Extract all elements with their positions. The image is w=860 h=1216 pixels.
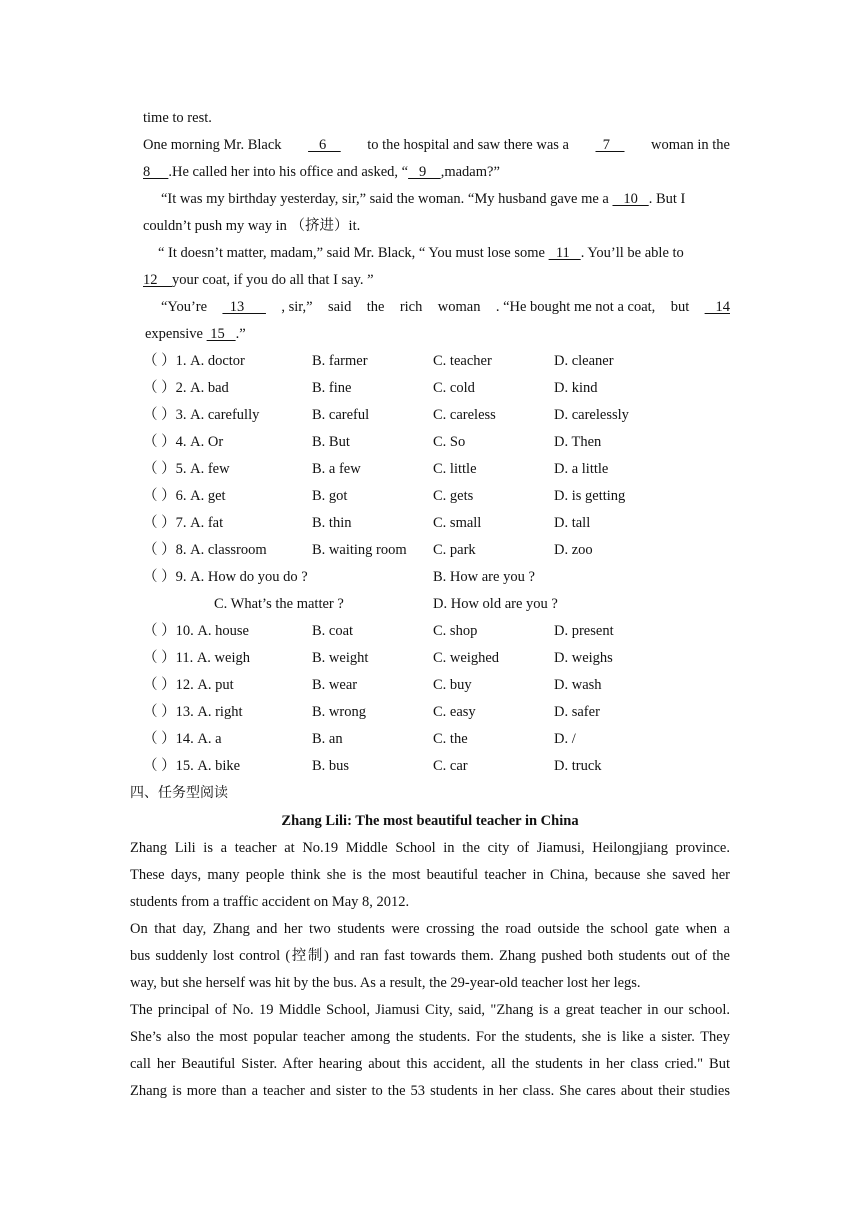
question-9 [143, 567, 743, 587]
question-8 [143, 540, 743, 560]
option-c: C. the [433, 731, 468, 747]
option-c: C. park [433, 542, 476, 558]
option-b: B. weight [312, 650, 369, 666]
article-line: On that day, Zhang and her two students were crossing the road outside the school gate when a [130, 921, 730, 937]
option-c: C. careless [433, 407, 496, 423]
text-segment: said [327, 299, 352, 315]
option-d: D. cleaner [554, 353, 614, 369]
text-segment: ,madam?” [440, 164, 500, 180]
option-c: C. little [433, 461, 477, 477]
question-number: （ ）9. A. How do you do ? [143, 569, 308, 585]
option-b: B. an [312, 731, 343, 747]
question-number: （ ）10. A. house [143, 623, 249, 639]
question-number: （ ）12. A. put [143, 677, 234, 693]
option-c: C. What’s the matter ? [214, 596, 344, 612]
passage-line-6 [158, 243, 684, 263]
option-c: C. shop [433, 623, 478, 639]
text-segment: but [670, 299, 690, 315]
question-1 [143, 351, 743, 371]
question-number: （ ）11. A. weigh [143, 650, 250, 666]
option-c: C. So [433, 434, 466, 450]
text-segment: “You’re [161, 299, 208, 315]
option-c: C. gets [433, 488, 474, 504]
blank-7: 7 [595, 137, 625, 153]
blank-6: 6 [308, 137, 341, 153]
question-7 [143, 513, 743, 533]
article-line: call her Beautiful Sister. After hearing about this accident, all the students in her class cried." But [130, 1056, 730, 1072]
text-segment: .He called her into his office and asked, “ [168, 164, 409, 180]
text-segment: One morning Mr. Black [143, 137, 282, 153]
text-segment: the [366, 299, 385, 315]
article-line: The principal of No. 19 Middle School, Jiamusi City, said, "Zhang is a great teacher in our school. [130, 1002, 730, 1018]
passage-line-8 [161, 297, 730, 317]
question-13 [143, 702, 743, 722]
text-segment: rich [399, 299, 423, 315]
option-d: D. safer [554, 704, 600, 720]
option-d: D. is getting [554, 488, 626, 504]
question-3 [143, 405, 743, 425]
passage-line-2 [143, 135, 730, 155]
question-number: （ ）15. A. bike [143, 758, 241, 774]
question-number: （ ）14. A. a [143, 731, 222, 747]
text-segment: woman in the [651, 137, 730, 153]
question-15 [143, 756, 743, 776]
question-number: （ ）5. A. few [143, 461, 230, 477]
option-c: C. easy [433, 704, 476, 720]
option-b: B. wrong [312, 704, 366, 720]
question-12 [143, 675, 743, 695]
article-line: Zhang Lili is a teacher at No.19 Middle School in the city of Jiamusi, Heilongjiang province. [130, 840, 730, 856]
article-title: Zhang Lili: The most beautiful teacher in China [281, 813, 579, 829]
option-b: B. wear [312, 677, 358, 693]
article-line: Zhang is more than a teacher and sister to the 53 students in her class. She cares about their studies [130, 1083, 730, 1099]
option-b: B. thin [312, 515, 352, 531]
question-number: （ ）2. A. bad [143, 380, 229, 396]
passage-line-7 [143, 270, 374, 290]
option-b: B. careful [312, 407, 370, 423]
option-d: D. present [554, 623, 614, 639]
option-c: C. weighed [433, 650, 500, 666]
option-b: B. waiting room [312, 542, 407, 558]
question-2 [143, 378, 743, 398]
option-b: B. coat [312, 623, 354, 639]
text-segment: . “He bought me not a coat, [495, 299, 656, 315]
question-4 [143, 432, 743, 452]
option-c: C. small [433, 515, 482, 531]
blank-11: 11 [548, 245, 581, 261]
option-d: D. How old are you ? [433, 596, 558, 612]
question-number: （ ）1. A. doctor [143, 353, 245, 369]
blank-10: 10 [612, 191, 649, 207]
question-number: （ ）7. A. fat [143, 515, 224, 531]
text-segment: .” [235, 326, 246, 342]
question-5 [143, 459, 743, 479]
question-11 [143, 648, 743, 668]
question-10 [143, 621, 743, 641]
option-c: C. teacher [433, 353, 492, 369]
question-6 [143, 486, 743, 506]
text-segment: to the hospital and saw there was a [367, 137, 569, 153]
option-b: B. got [312, 488, 348, 504]
question-9-continued [143, 594, 743, 614]
option-d: D. zoo [554, 542, 593, 558]
text-segment: “ It doesn’t matter, madam,” said Mr. Black, “ You must lose some [158, 245, 549, 261]
question-14 [143, 729, 743, 749]
passage-line-9 [145, 324, 246, 344]
blank-9: 9 [408, 164, 441, 180]
option-b: B. fine [312, 380, 352, 396]
article-line: students from a traffic accident on May 8, 2012. [130, 894, 410, 910]
option-d: D. weighs [554, 650, 613, 666]
blank-15: 15 [206, 326, 236, 342]
text-segment: woman [437, 299, 481, 315]
option-d: D. / [554, 731, 576, 747]
option-d: D. carelessly [554, 407, 629, 423]
article-line: bus suddenly lost control (控制) and ran fast towards them. Zhang pushed both students out of the [130, 948, 730, 964]
question-number: （ ）8. A. classroom [143, 542, 267, 558]
option-d: D. tall [554, 515, 591, 531]
article-line: She’s also the most popular teacher among the students. For the students, she is like a sister. They [130, 1029, 730, 1045]
question-number: （ ）6. A. get [143, 488, 226, 504]
option-d: D. kind [554, 380, 598, 396]
section-heading: 四、任务型阅读 [130, 785, 228, 801]
option-b: B. How are you ? [433, 569, 535, 585]
passage-line-4 [161, 189, 685, 209]
text-segment: “It was my birthday yesterday, sir,” said the woman. “My husband gave me a [161, 191, 613, 207]
text-segment: expensive [145, 326, 207, 342]
text-segment: . But I [648, 191, 686, 207]
option-b: B. farmer [312, 353, 368, 369]
passage-line-3 [143, 162, 500, 182]
option-d: D. truck [554, 758, 602, 774]
option-c: C. car [433, 758, 468, 774]
question-number: （ ）3. A. carefully [143, 407, 260, 423]
blank-14: 14 [704, 299, 730, 315]
article-line: These days, many people think she is the most beautiful teacher in China, because she saved her [130, 867, 730, 883]
option-c: C. buy [433, 677, 472, 693]
option-b: B. bus [312, 758, 350, 774]
option-d: D. Then [554, 434, 602, 450]
option-b: B. But [312, 434, 350, 450]
option-c: C. cold [433, 380, 475, 396]
option-b: B. a few [312, 461, 361, 477]
option-d: D. wash [554, 677, 602, 693]
blank-12: 12 [143, 272, 172, 288]
option-d: D. a little [554, 461, 609, 477]
question-number: （ ）13. A. right [143, 704, 243, 720]
passage-line-5: couldn’t push my way in （挤进）it. [143, 218, 361, 234]
article-line: way, but she herself was hit by the bus. As a result, the 29-year-old teacher lost her legs. [130, 975, 641, 991]
blank-8: 8 [143, 164, 169, 180]
text-segment: your coat, if you do all that I say. ” [172, 272, 374, 288]
passage-line-1: time to rest. [143, 110, 212, 126]
text-segment: , sir,” [281, 299, 313, 315]
blank-13: 13 [222, 299, 266, 315]
text-segment: . You’ll be able to [580, 245, 684, 261]
question-number: （ ）4. A. Or [143, 434, 224, 450]
